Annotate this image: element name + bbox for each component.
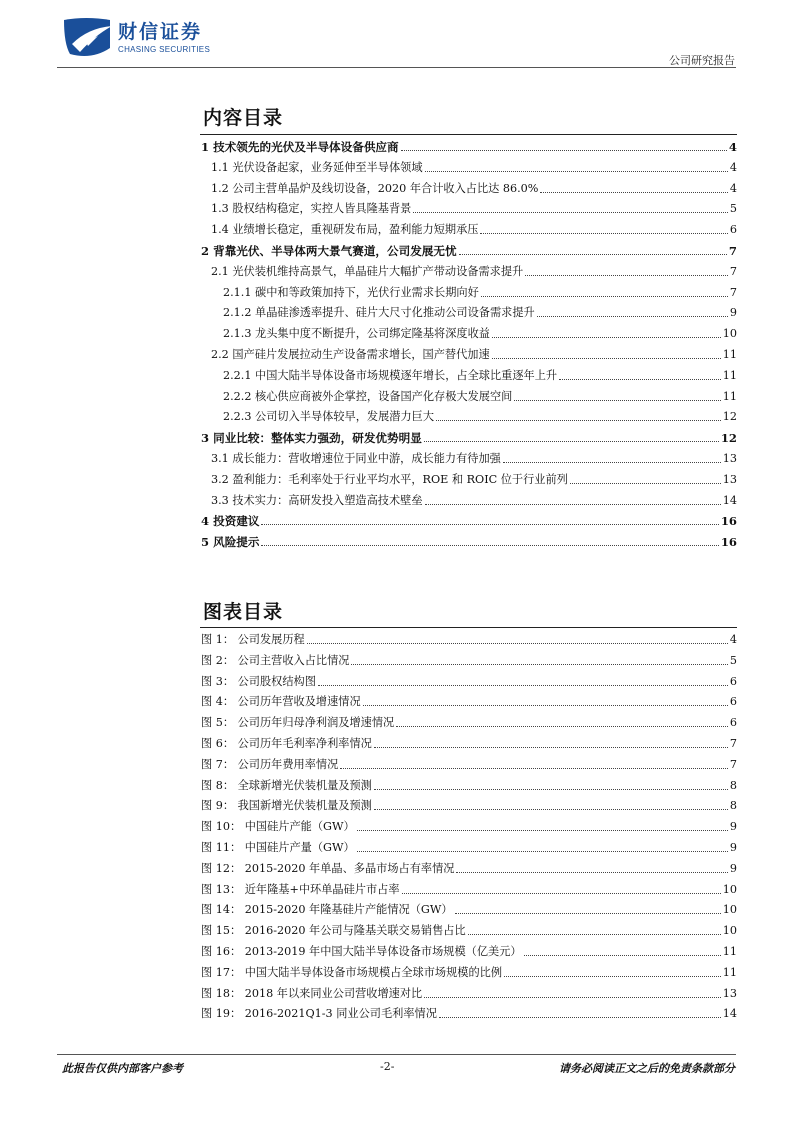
footer-divider bbox=[57, 1054, 736, 1055]
toc-entry-page: 11 bbox=[722, 389, 737, 403]
dot-leader bbox=[455, 913, 721, 914]
footer-disclaimer: 此报告仅供内部客户参考 bbox=[62, 1062, 183, 1075]
toc-entry-label: 2.1.3 龙头集中度不断提升，公司绑定隆基将深度收益 bbox=[223, 327, 490, 341]
toc-entry-page: 4 bbox=[729, 160, 737, 174]
figure-entry-label: 图 9： 我国新增光伏装机量及预测 bbox=[201, 799, 372, 813]
figure-entry[interactable] bbox=[201, 777, 737, 793]
toc-entry-page: 13 bbox=[722, 472, 737, 486]
toc-entry-label: 2.2.2 核心供应商被外企掌控，设备国产化存极大发展空间 bbox=[223, 389, 513, 403]
toc-entry[interactable] bbox=[201, 533, 737, 549]
figure-entry-label: 图 6： 公司历年毛利率净利率情况 bbox=[201, 737, 372, 750]
dot-leader bbox=[425, 504, 721, 505]
figure-entry[interactable] bbox=[201, 673, 737, 689]
toc-entry[interactable] bbox=[201, 263, 737, 279]
toc-entry-label: 2.2.1 中国大陆半导体设备市场规模逐年增长，占全球比重逐年上升 bbox=[223, 368, 558, 382]
figure-entry-page: 11 bbox=[722, 945, 737, 958]
toc-entry-label: 2.2 国产硅片发展拉动生产设备需求增长，国产替代加速 bbox=[211, 348, 490, 361]
figure-entry[interactable] bbox=[201, 652, 737, 668]
toc-entry-label: 3 同业比较：整体实力强劲，研发优势明显 bbox=[201, 431, 422, 446]
dot-leader bbox=[307, 643, 728, 644]
toc-entry[interactable] bbox=[201, 304, 737, 320]
toc-entry-page: 14 bbox=[722, 493, 737, 507]
toc-entry-page: 11 bbox=[722, 368, 737, 382]
dot-leader bbox=[468, 934, 721, 935]
dot-leader bbox=[503, 462, 721, 463]
dot-leader bbox=[402, 893, 721, 894]
toc-entry[interactable] bbox=[201, 221, 737, 237]
figure-entry-page: 14 bbox=[722, 1007, 737, 1021]
figure-entry-page: 13 bbox=[722, 986, 737, 1000]
figure-entry-label: 图 3： 公司股权结构图 bbox=[201, 674, 316, 688]
toc-entry[interactable] bbox=[201, 138, 737, 154]
dot-leader bbox=[481, 296, 728, 297]
toc-rule bbox=[200, 134, 737, 135]
dot-leader bbox=[537, 316, 728, 317]
dot-leader bbox=[525, 275, 728, 276]
figure-entry[interactable] bbox=[201, 922, 737, 938]
figure-entry-label: 图 2： 公司主营收入占比情况 bbox=[201, 653, 350, 667]
toc-entry-page: 4 bbox=[728, 140, 737, 154]
figure-entry-label: 图 14： 2015-2020 年隆基硅片产能情况（GW） bbox=[201, 903, 453, 917]
toc-entry-page: 4 bbox=[729, 181, 737, 195]
figure-entry-label: 图 4： 公司历年营收及增速情况 bbox=[201, 695, 361, 709]
toc-entry[interactable] bbox=[201, 471, 737, 487]
toc-entry[interactable] bbox=[201, 512, 737, 528]
toc-entry-label: 2.1.1 碳中和等政策加持下，光伏行业需求长期向好 bbox=[223, 285, 479, 299]
figure-entry[interactable] bbox=[201, 631, 737, 647]
toc-entry-page: 7 bbox=[728, 244, 737, 258]
toc-entry[interactable] bbox=[201, 346, 737, 362]
toc-entry-label: 3.2 盈利能力：毛利率处于行业平均水平，ROE 和 ROIC 位于行业前列 bbox=[211, 472, 568, 486]
brand-name-en: CHASING SECURITIES bbox=[118, 45, 211, 54]
toc-entry[interactable] bbox=[201, 284, 737, 300]
figure-entry[interactable] bbox=[201, 1005, 737, 1021]
toc-entry-label: 2 背靠光伏、半导体两大景气赛道，公司发展无忧 bbox=[201, 244, 457, 258]
dot-leader bbox=[514, 400, 720, 401]
figure-entry-page: 8 bbox=[729, 778, 737, 792]
figure-entry[interactable] bbox=[201, 985, 737, 1001]
figure-entry[interactable] bbox=[201, 714, 737, 730]
figure-entry[interactable] bbox=[201, 943, 737, 959]
toc-entry-label: 1.2 公司主营单晶炉及线切设备，2020 年合计收入占比达 86.0% bbox=[211, 181, 539, 195]
dot-leader bbox=[401, 150, 727, 151]
dot-leader bbox=[559, 379, 721, 380]
figure-entry-page: 9 bbox=[729, 861, 737, 875]
figure-entry-page: 8 bbox=[729, 799, 737, 813]
toc-entry[interactable] bbox=[201, 325, 737, 341]
dot-leader bbox=[261, 545, 718, 546]
dot-leader bbox=[413, 212, 728, 213]
dot-leader bbox=[459, 254, 727, 255]
toc-entry-page: 9 bbox=[729, 306, 737, 320]
dot-leader bbox=[480, 233, 727, 234]
header-divider bbox=[57, 67, 736, 68]
toc-entry-label: 1.3 股权结构稳定，实控人皆具隆基背景 bbox=[211, 202, 412, 216]
footer-notice: 请务必阅读正文之后的免责条款部分 bbox=[559, 1062, 735, 1075]
dot-leader bbox=[374, 789, 728, 790]
dot-leader bbox=[363, 705, 728, 706]
toc-entry-label: 1 技术领先的光伏及半导体设备供应商 bbox=[201, 140, 399, 154]
toc-entry-page: 11 bbox=[722, 348, 737, 361]
figure-entry-label: 图 16： 2013-2019 年中国大陆半导体设备市场规模（亿美元） bbox=[201, 945, 522, 958]
toc-entry[interactable] bbox=[201, 180, 737, 196]
figure-entry-page: 10 bbox=[722, 924, 737, 938]
dot-leader bbox=[456, 872, 727, 873]
toc-title: 内容目录 bbox=[203, 107, 284, 129]
toc-entry-label: 2.1.2 单晶硅渗透率提升、硅片大尺寸化推动公司设备需求提升 bbox=[223, 306, 535, 320]
figure-entry-label: 图 13： 近年隆基+中环单晶硅片市占率 bbox=[201, 882, 400, 896]
figure-entry-label: 图 10： 中国硅片产能（GW） bbox=[201, 820, 355, 834]
figure-entry[interactable] bbox=[201, 818, 737, 834]
figure-entry-label: 图 1： 公司发展历程 bbox=[201, 633, 305, 646]
toc-entry[interactable] bbox=[201, 388, 737, 404]
figure-entry[interactable] bbox=[201, 839, 737, 855]
dot-leader bbox=[524, 955, 721, 956]
figure-entry-page: 4 bbox=[729, 633, 737, 646]
dot-leader bbox=[318, 685, 728, 686]
dot-leader bbox=[425, 171, 728, 172]
figure-entry-label: 图 12： 2015-2020 年单晶、多晶市场占有率情况 bbox=[201, 861, 455, 875]
toc-entry-label: 2.1 光伏装机维持高景气，单晶硅片大幅扩产带动设备需求提升 bbox=[211, 264, 524, 278]
toc-entry-label: 5 风险提示 bbox=[201, 535, 260, 550]
figure-entry[interactable] bbox=[201, 693, 737, 709]
toc-entry[interactable] bbox=[201, 242, 737, 258]
dot-leader bbox=[424, 441, 719, 442]
toc-entry-page: 10 bbox=[722, 327, 737, 341]
dot-leader bbox=[340, 768, 728, 769]
figures-title: 图表目录 bbox=[203, 601, 284, 623]
figure-entry-page: 10 bbox=[722, 882, 737, 896]
figure-entry-label: 图 15： 2016-2020 年公司与隆基关联交易销售占比 bbox=[201, 924, 466, 938]
toc-entry[interactable] bbox=[201, 429, 737, 445]
report-type: 公司研究报告 bbox=[669, 54, 735, 67]
dot-leader bbox=[424, 997, 721, 998]
dot-leader bbox=[436, 420, 721, 421]
figure-entry[interactable] bbox=[201, 756, 737, 772]
toc-entry-label: 3.3 技术实力：高研发投入塑造高技术壁垒 bbox=[211, 493, 423, 507]
figure-entry-label: 图 19： 2016-2021Q1-3 同业公司毛利率情况 bbox=[201, 1007, 437, 1021]
toc-entry-page: 6 bbox=[729, 223, 737, 237]
figure-entry[interactable] bbox=[201, 860, 737, 876]
toc-entry[interactable] bbox=[201, 367, 737, 383]
figure-entry-page: 7 bbox=[729, 737, 737, 750]
figure-entry-label: 图 7： 公司历年费用率情况 bbox=[201, 757, 339, 771]
dot-leader bbox=[357, 830, 728, 831]
dot-leader bbox=[261, 524, 718, 525]
dot-leader bbox=[351, 664, 727, 665]
dot-leader bbox=[492, 358, 721, 359]
figure-entry[interactable] bbox=[201, 881, 737, 897]
dot-leader bbox=[570, 483, 721, 484]
dot-leader bbox=[374, 747, 728, 748]
figure-entry-label: 图 18： 2018 年以来同业公司营收增速对比 bbox=[201, 986, 423, 1000]
toc-entry[interactable] bbox=[201, 492, 737, 508]
dot-leader bbox=[504, 976, 721, 977]
toc-entry-page: 12 bbox=[722, 410, 737, 424]
figure-entry-page: 5 bbox=[729, 653, 737, 667]
dot-leader bbox=[357, 851, 728, 852]
figure-entry-label: 图 11： 中国硅片产量（GW） bbox=[201, 841, 355, 854]
toc-entry[interactable] bbox=[201, 408, 737, 424]
dot-leader bbox=[439, 1017, 721, 1018]
toc-entry[interactable] bbox=[201, 159, 737, 175]
dot-leader bbox=[492, 337, 721, 338]
figure-entry-page: 10 bbox=[722, 903, 737, 917]
dot-leader bbox=[396, 726, 728, 727]
toc-entry-page: 16 bbox=[720, 535, 737, 550]
figure-entry-label: 图 5： 公司历年归母净利润及增速情况 bbox=[201, 716, 395, 730]
toc-entry-page: 13 bbox=[722, 452, 737, 465]
figure-entry[interactable] bbox=[201, 797, 737, 813]
toc-entry-page: 12 bbox=[720, 431, 737, 446]
figure-entry-label: 图 17： 中国大陆半导体设备市场规模占全球市场规模的比例 bbox=[201, 965, 503, 979]
toc-entry-label: 4 投资建议 bbox=[201, 514, 260, 529]
figure-entry-page: 6 bbox=[729, 716, 737, 730]
toc-entry-label: 3.1 成长能力：营收增速位于同业中游，成长能力有待加强 bbox=[211, 452, 501, 465]
figure-entry[interactable] bbox=[201, 901, 737, 917]
brand-name-cn: 财信证券 bbox=[118, 21, 203, 43]
figure-entry-page: 7 bbox=[729, 757, 737, 771]
figure-entry-page: 6 bbox=[729, 695, 737, 709]
figure-entry-page: 11 bbox=[722, 965, 737, 979]
toc-entry[interactable] bbox=[201, 200, 737, 216]
figure-entry-page: 9 bbox=[729, 820, 737, 834]
dot-leader bbox=[374, 809, 728, 810]
figure-entry-page: 6 bbox=[729, 674, 737, 688]
figure-entry[interactable] bbox=[201, 964, 737, 980]
toc-entry-label: 1.4 业绩增长稳定，重视研发布局，盈利能力短期承压 bbox=[211, 223, 479, 237]
toc-entry-page: 7 bbox=[729, 264, 737, 278]
dot-leader bbox=[540, 192, 727, 193]
figure-entry-label: 图 8： 全球新增光伏装机量及预测 bbox=[201, 778, 372, 792]
toc-entry-label: 2.2.3 公司切入半导体较早，发展潜力巨大 bbox=[223, 410, 435, 424]
toc-entry-page: 16 bbox=[720, 514, 737, 529]
toc-entry[interactable] bbox=[201, 450, 737, 466]
figure-entry[interactable] bbox=[201, 735, 737, 751]
figure-entry-page: 9 bbox=[729, 841, 737, 854]
toc-entry-page: 7 bbox=[729, 285, 737, 299]
toc-entry-page: 5 bbox=[729, 202, 737, 216]
brand-block bbox=[118, 17, 210, 54]
figures-rule bbox=[200, 627, 737, 628]
page-number: -2- bbox=[380, 1060, 395, 1073]
toc-entry-label: 1.1 光伏设备起家，业务延伸至半导体领域 bbox=[211, 160, 423, 174]
